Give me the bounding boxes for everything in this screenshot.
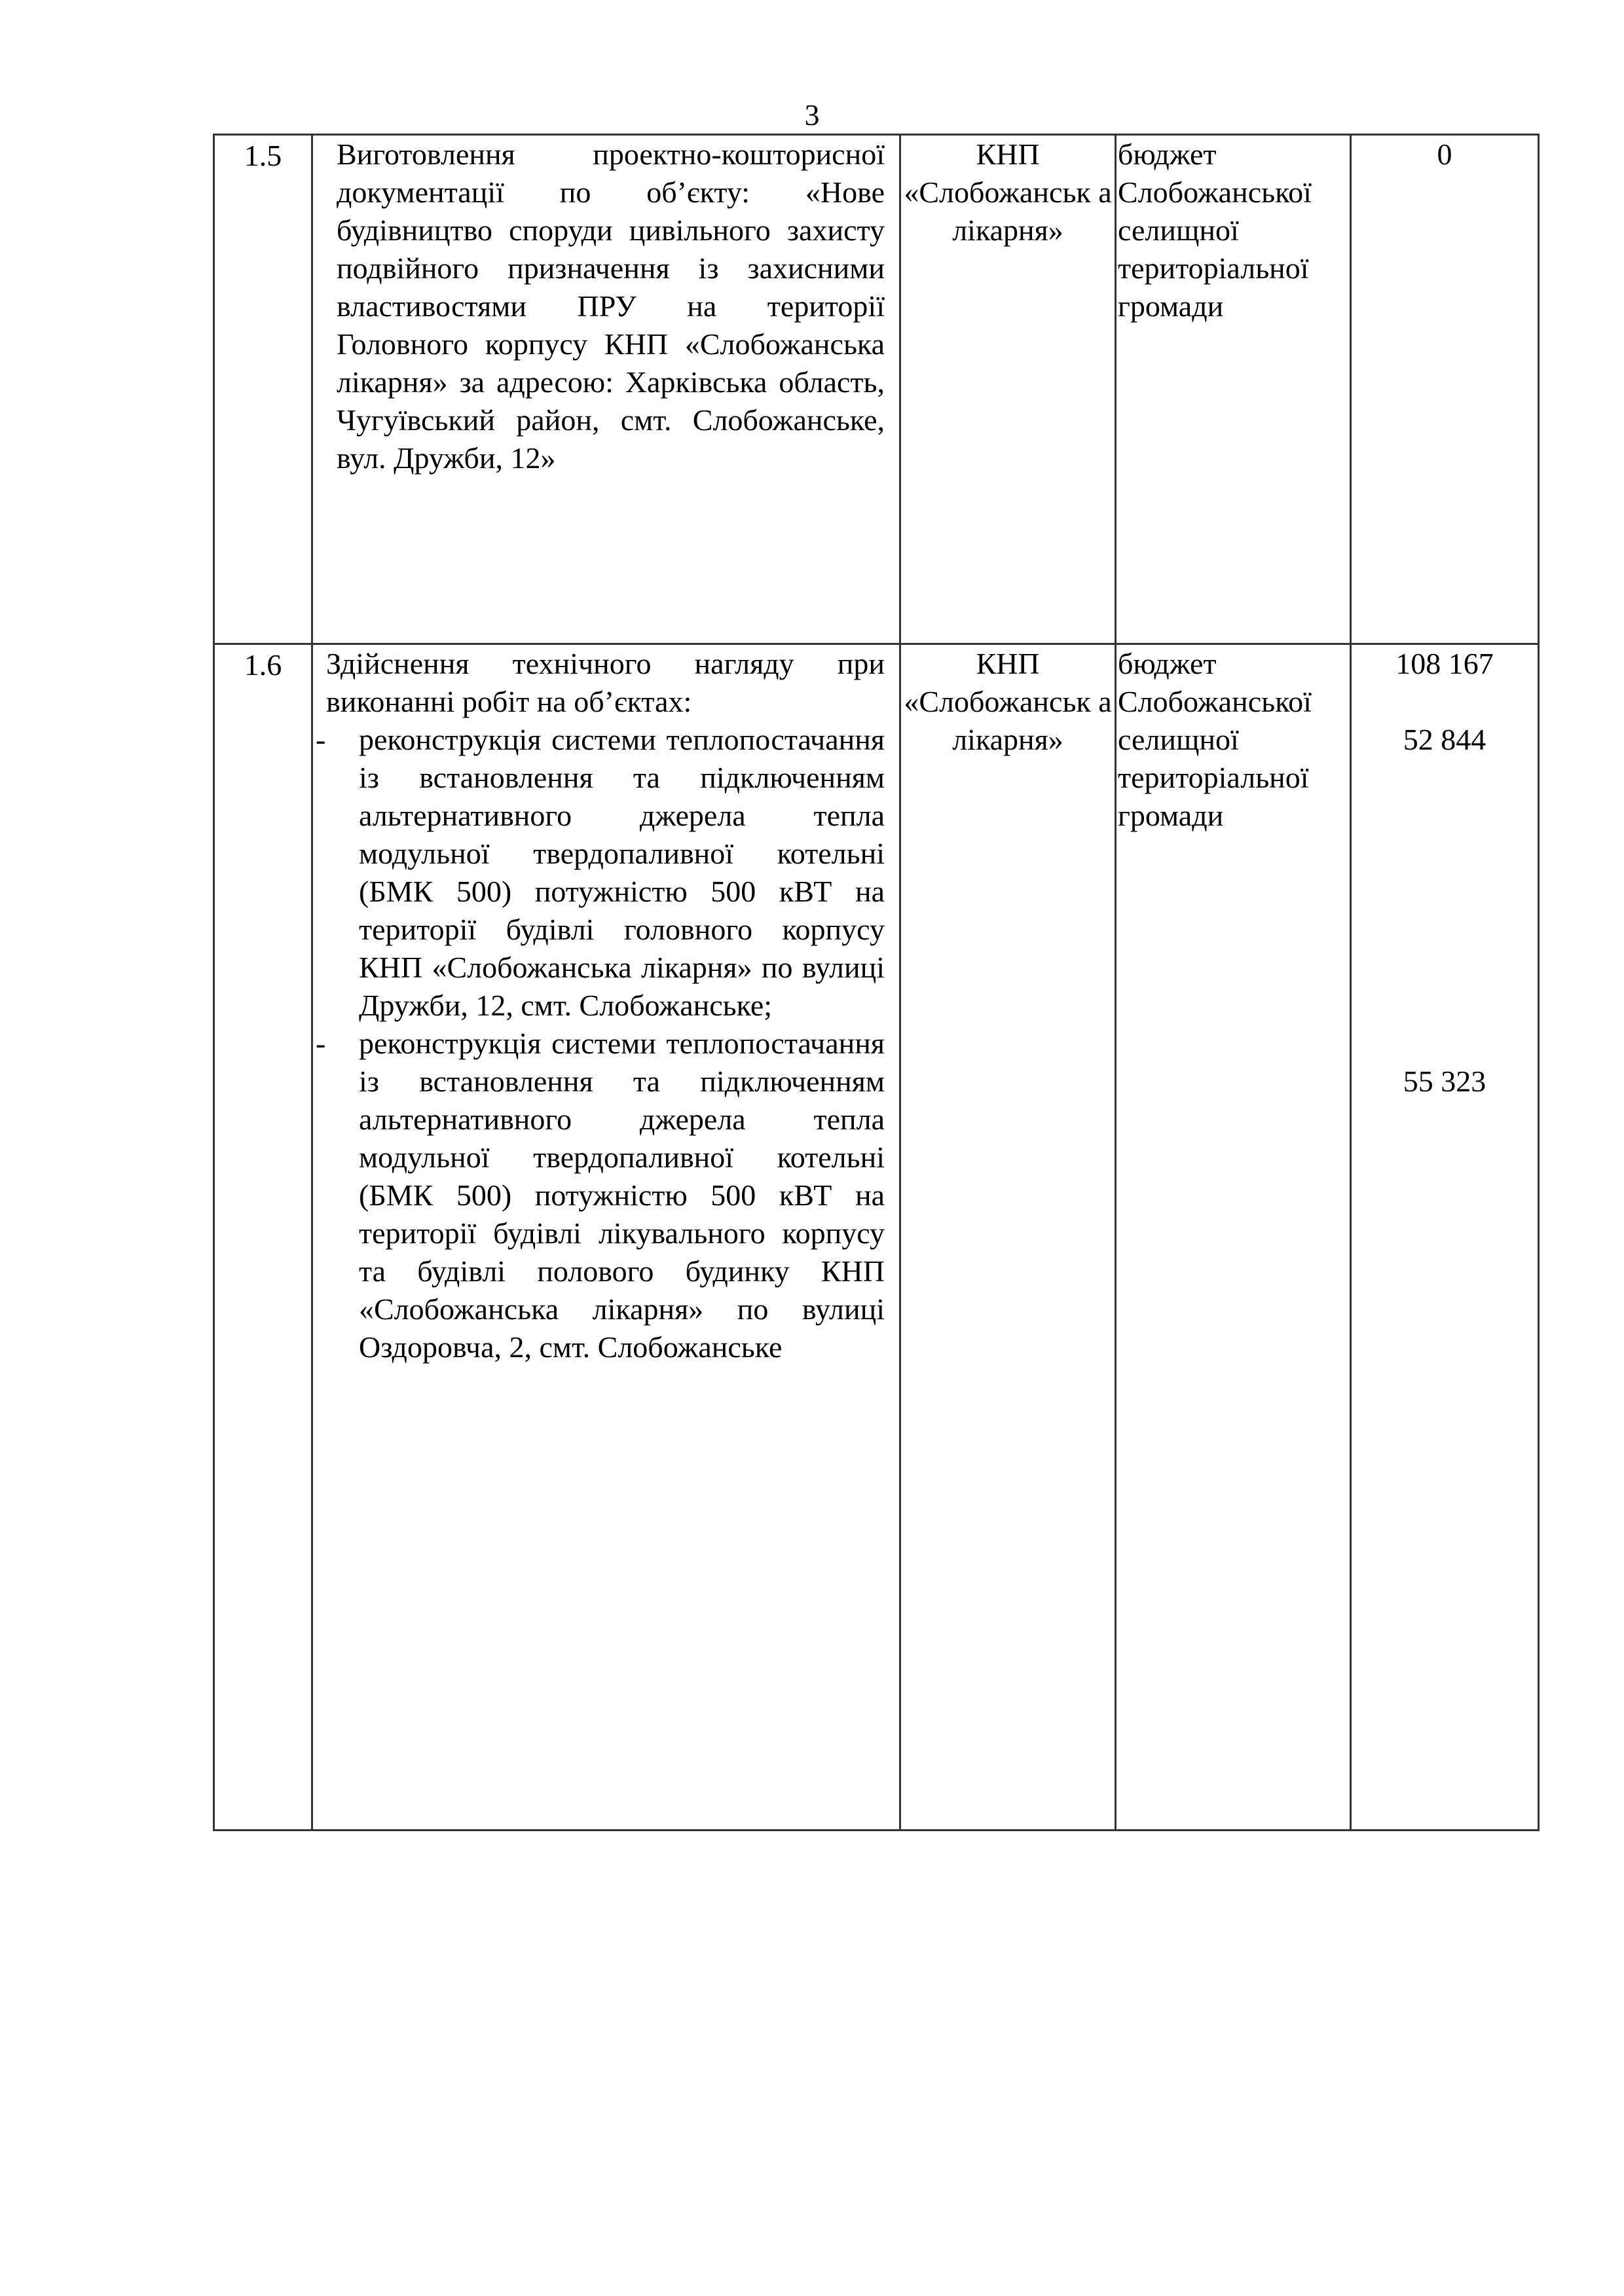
list-bullet: - [316,723,326,756]
table-row [214,135,1539,644]
row-amount-cell [1351,644,1539,1831]
row-number: 1.5 [214,135,312,644]
row-executor: КНП «Слобожанськ а лікарня» [904,137,1112,247]
list-item [313,1025,899,1366]
list-item [313,721,899,1025]
row-executor-cell [900,644,1116,1831]
row-description-intro: Здійснення технічного нагляду при виконанні робіт на об’єктах: [326,647,885,718]
row-description-cell [312,135,900,644]
row-funding-source-cell [1116,644,1351,1831]
list-bullet: - [316,1027,326,1060]
row-funding-source-cell [1116,135,1351,644]
row-amount: 0 [1351,135,1539,644]
list-item-text: реконструкція системи теплопостачання із встановлення та підключенням альтернативного джерела тепла модульної твердопаливної котельні (БМК 500) потужністю 500 кВТ на території будівлі лікувального корпусу та будівлі полового будинку КНП «Слобожанська лікарня» по вулиці Оздоровча, 2, смт. Слобожанське [359,1027,885,1364]
row-executor-cell [900,135,1116,644]
row-description: Виготовлення проектно-кошторисної документації по об’єкту: «Нове будівництво споруди цивільного захисту подвійного призначення із захисними властивостями ПРУ на території Головного корпусу КНП «Слобожанська лікарня» за адресою: Харківська область, Чугуївський район, смт. Слобожанське, вул. Дружби, 12» [337,137,885,475]
page-number: 3 [804,98,820,132]
row-number: 1.6 [214,644,312,1831]
row-amount-item-2: 55 323 [1403,1065,1486,1098]
row-funding-source: бюджет Слобожанської селищної територіальної громади [1118,647,1312,832]
row-executor: КНП «Слобожанськ а лікарня» [904,647,1112,756]
row-description-cell [312,644,900,1831]
table-row [214,644,1539,1831]
row-amount-total: 108 167 [1395,647,1494,680]
list-item-text: реконструкція системи теплопостачання із встановлення та підключенням альтернативного джерела тепла модульної твердопаливної котельні (БМК 500) потужністю 500 кВТ на території будівлі головного корпусу КНП «Слобожанська лікарня» по вулиці Дружби, 12, смт. Слобожанське; [359,723,885,1022]
plan-table [213,134,1540,1831]
row-amount-item-1: 52 844 [1403,723,1486,756]
row-funding-source: бюджет Слобожанської селищної територіальної громади [1118,137,1312,323]
